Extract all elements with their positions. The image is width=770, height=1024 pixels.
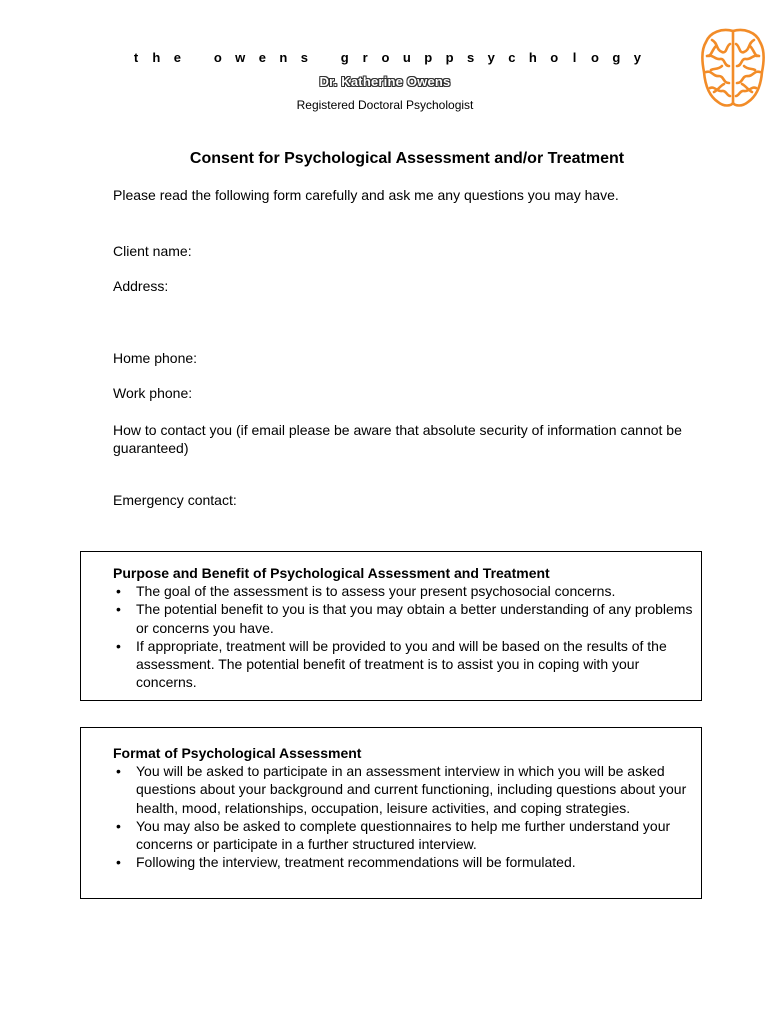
intro-text: Please read the following form carefully and ask me any questions you may have. [113, 187, 619, 203]
address-label: Address: [113, 278, 169, 294]
purpose-heading: Purpose and Benefit of Psychological Assessment and Treatment [113, 565, 550, 581]
format-heading: Format of Psychological Assessment [113, 745, 362, 761]
home-phone-label: Home phone: [113, 350, 198, 366]
format-section [80, 727, 702, 899]
emergency-contact-label: Emergency contact: [113, 492, 237, 508]
purpose-section [80, 551, 702, 701]
format-list [113, 762, 701, 872]
work-phone-label: Work phone: [113, 385, 193, 401]
brain-icon [700, 26, 766, 110]
list-item: • You will be asked to participate in an assessment interview in which you will be asked questions about your background and current functioning, including questions about your health, mood, relationships, occupation, leisure activities, and coping strategies. [113, 762, 701, 817]
list-item: • Following the interview, treatment recommendations will be formulated. [113, 853, 701, 871]
list-item: • The potential benefit to you is that you may obtain a better understanding of any problems or concerns you have. [113, 600, 701, 637]
doctor-credentials: Registered Doctoral Psychologist [296, 98, 474, 112]
purpose-list [113, 582, 701, 692]
form-title: Consent for Psychological Assessment and/or Treatment [189, 150, 625, 167]
doctor-name: Dr. Katherine Owens [319, 74, 451, 89]
list-item: • You may also be asked to complete questionnaires to help me further understand your concerns or participate in a further structured interview. [113, 817, 701, 854]
practice-name: t h e o w e n s g r o u p p s y c h o l o g y [133, 50, 641, 65]
contact-method-label: How to contact you (if email please be aware that absolute security of information cannot be guaranteed) [113, 422, 682, 456]
list-item: • The goal of the assessment is to assess your present psychosocial concerns. [113, 582, 701, 600]
list-item: • If appropriate, treatment will be provided to you and will be based on the results of the assessment. The potential benefit of treatment is to assist you in coping with your concerns. [113, 637, 701, 692]
client-name-label: Client name: [113, 243, 192, 259]
